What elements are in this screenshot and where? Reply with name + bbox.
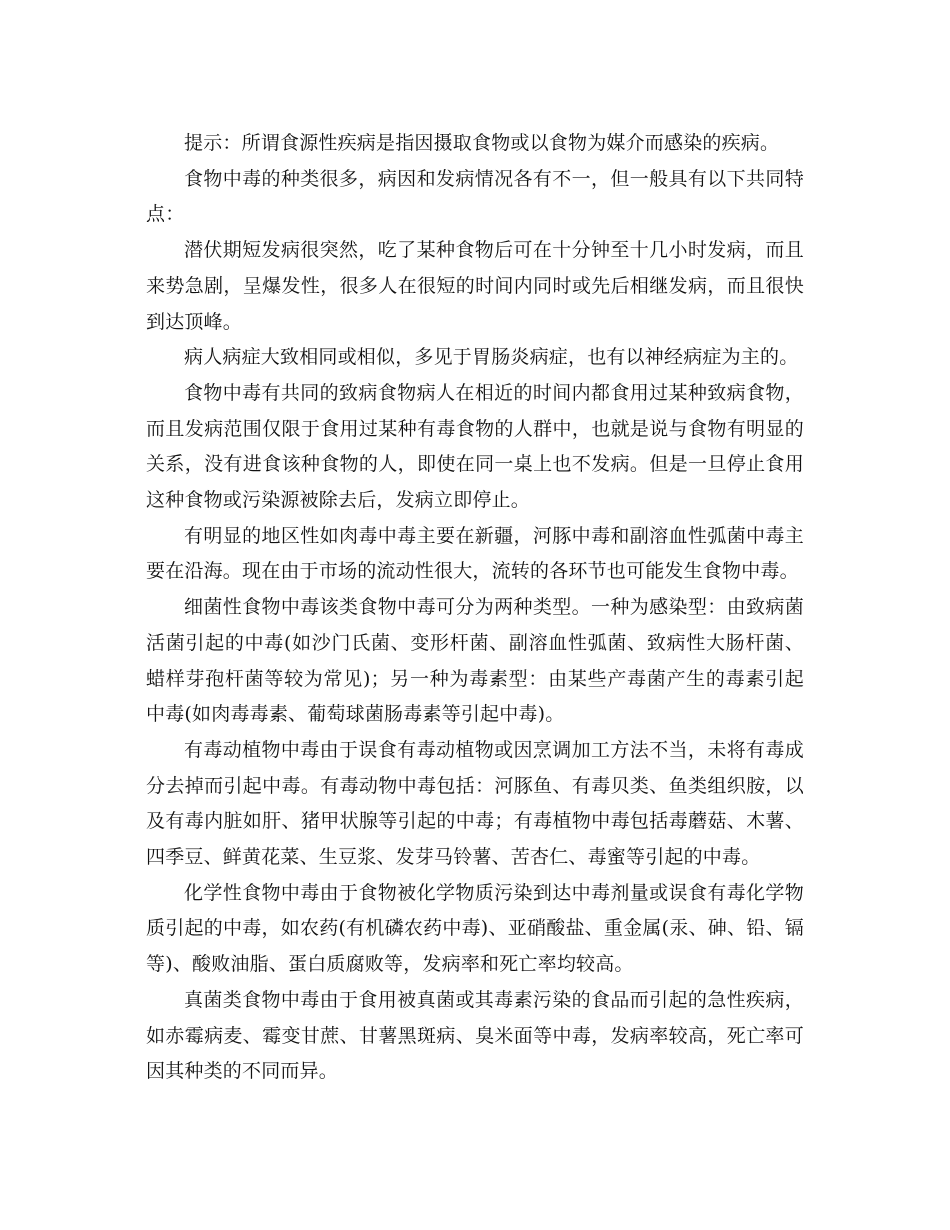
paragraph-similar-symptoms: 病人病症大致相同或相似，多见于胃肠炎病症，也有以神经病症为主的。 [184, 346, 799, 369]
paragraph-fungal: 真菌类食物中毒由于食用被真菌或其毒素污染的食品而引起的急性疾病，如赤霉病麦、霉变甘蔗、甘薯黑斑病、臭米面等中毒，发病率较高，死亡率可因其种类的不同而异。 [146, 988, 804, 1083]
paragraph-common-features: 食物中毒的种类很多，病因和发病情况各有不一，但一般具有以下共同特点： [146, 167, 804, 226]
document-body [146, 126, 804, 1090]
paragraph-common-food: 食物中毒有共同的致病食物病人在相近的时间内都食用过某种致病食物，而且发病范围仅限于食用过某种有毒食物的人群中，也就是说与食物有明显的关系，没有进食该种食物的人，即使在同一桌上也不发病。但是一旦停止食用这种食物或污染源被除去后，发病立即停止。 [146, 381, 804, 512]
paragraph-toxic-plants-animals: 有毒动植物中毒由于误食有毒动植物或因烹调加工方法不当，未将有毒成分去掉而引起中毒。有毒动物中毒包括：河豚鱼、有毒贝类、鱼类组织胺，以及有毒内脏如肝、猪甲状腺等引起的中毒；有毒植物中毒包括毒蘑菇、木薯、四季豆、鲜黄花菜、生豆浆、发芽马铃薯、苦杏仁、毒蜜等引起的中毒。 [146, 738, 804, 869]
paragraph-regional: 有明显的地区性如肉毒中毒主要在新疆，河豚中毒和副溶血性弧菌中毒主要在沿海。现在由于市场的流动性很大，流转的各环节也可能发生食物中毒。 [146, 524, 804, 583]
paragraph-chemical: 化学性食物中毒由于食物被化学物质污染到达中毒剂量或误食有毒化学物质引起的中毒，如农药(有机磷农药中毒)、亚硝酸盐、重金属(汞、砷、铅、镉等)、酸败油脂、蛋白质腐败等，发病率和死亡率均较高。 [146, 881, 804, 976]
paragraph-tip: 提示：所谓食源性疾病是指因摄取食物或以食物为媒介而感染的疾病。 [184, 132, 780, 154]
paragraph-bacterial: 细菌性食物中毒该类食物中毒可分为两种类型。一种为感染型：由致病菌活菌引起的中毒(如沙门氏菌、变形杆菌、副溶血性弧菌、致病性大肠杆菌、蜡样芽孢杆菌等较为常见)；另一种为毒素型：由某些产毒菌产生的毒素引起中毒(如肉毒毒素、葡萄球菌肠毒素等引起中毒)。 [146, 596, 804, 726]
paragraph-short-incubation: 潜伏期短发病很突然，吃了某种食物后可在十分钟至十几小时发病，而且来势急剧，呈爆发性，很多人在很短的时间内同时或先后相继发病，而且很快到达顶峰。 [146, 239, 804, 333]
